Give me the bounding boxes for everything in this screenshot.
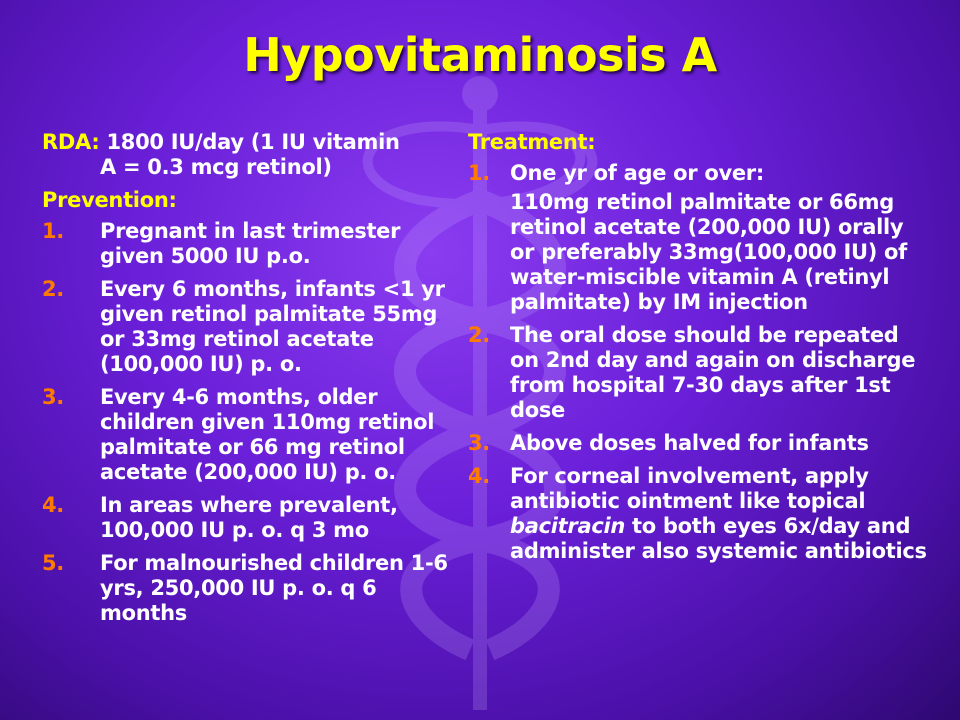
rda-block	[42, 130, 452, 180]
prevention-item-number: 4.	[42, 493, 64, 517]
slide-title: Hypovitaminosis A	[243, 28, 717, 82]
rda-label: RDA:	[42, 130, 100, 154]
left-column	[42, 130, 452, 634]
rda-value-line1: 1800 IU/day (1 IU vitamin	[99, 130, 400, 154]
treatment-item-text-part: For corneal involvement, apply antibiotic ointment like topical	[510, 464, 869, 513]
treatment-item	[468, 431, 930, 456]
prevention-item-number: 3.	[42, 385, 64, 409]
treatment-heading: Treatment:	[468, 130, 596, 154]
treatment-item	[468, 161, 930, 186]
treatment-item-text	[510, 464, 930, 564]
prevention-item	[42, 493, 452, 543]
prevention-item-text: For malnourished children 1-6 yrs, 250,000 IU p. o. q 6 months	[100, 551, 448, 625]
prevention-item	[42, 219, 452, 269]
treatment-item-text: Above doses halved for infants	[510, 431, 869, 455]
prevention-item-text: Pregnant in last trimester given 5000 IU p.o.	[100, 219, 401, 268]
rda-value-line2: A = 0.3 mcg retinol)	[100, 155, 332, 179]
treatment-item-text: One yr of age or over:	[510, 161, 764, 185]
prevention-item	[42, 385, 452, 485]
treatment-item-number: 4.	[468, 464, 490, 488]
drug-name: bacitracin	[510, 514, 626, 538]
treatment-item-number: 1.	[468, 161, 490, 185]
prevention-item-text: In areas where prevalent, 100,000 IU p. o. q 3 mo	[100, 493, 398, 542]
treatment-item-number: 3.	[468, 431, 490, 455]
prevention-item-text: Every 4-6 months, older children given 110mg retinol palmitate or 66 mg retinol acetate (200,000 IU) p. o.	[100, 385, 435, 484]
treatment-item	[468, 323, 930, 423]
right-column	[468, 130, 930, 572]
prevention-heading: Prevention:	[42, 188, 177, 212]
treatment-item-number: 2.	[468, 323, 490, 347]
prevention-item-number: 5.	[42, 551, 64, 575]
prevention-item	[42, 277, 452, 377]
prevention-item-number: 1.	[42, 219, 64, 243]
treatment-item-text: The oral dose should be repeated on 2nd day and again on discharge from hospital 7-30 days after 1st dose	[510, 323, 916, 422]
treatment-item-detail: 110mg retinol palmitate or 66mg retinol acetate (200,000 IU) orally or preferably 33mg(100,000 IU) of water-miscible vitamin A (retinyl palmitate) by IM injection	[510, 190, 907, 314]
prevention-item-text: Every 6 months, infants <1 yr given retinol palmitate 55mg or 33mg retinol acetate (100,000 IU) p. o.	[100, 277, 445, 376]
treatment-item	[468, 464, 930, 564]
prevention-item-number: 2.	[42, 277, 64, 301]
treatment-item-text-part: to both eyes 6x/day and administer also systemic antibiotics	[510, 514, 927, 563]
prevention-item	[42, 551, 452, 626]
